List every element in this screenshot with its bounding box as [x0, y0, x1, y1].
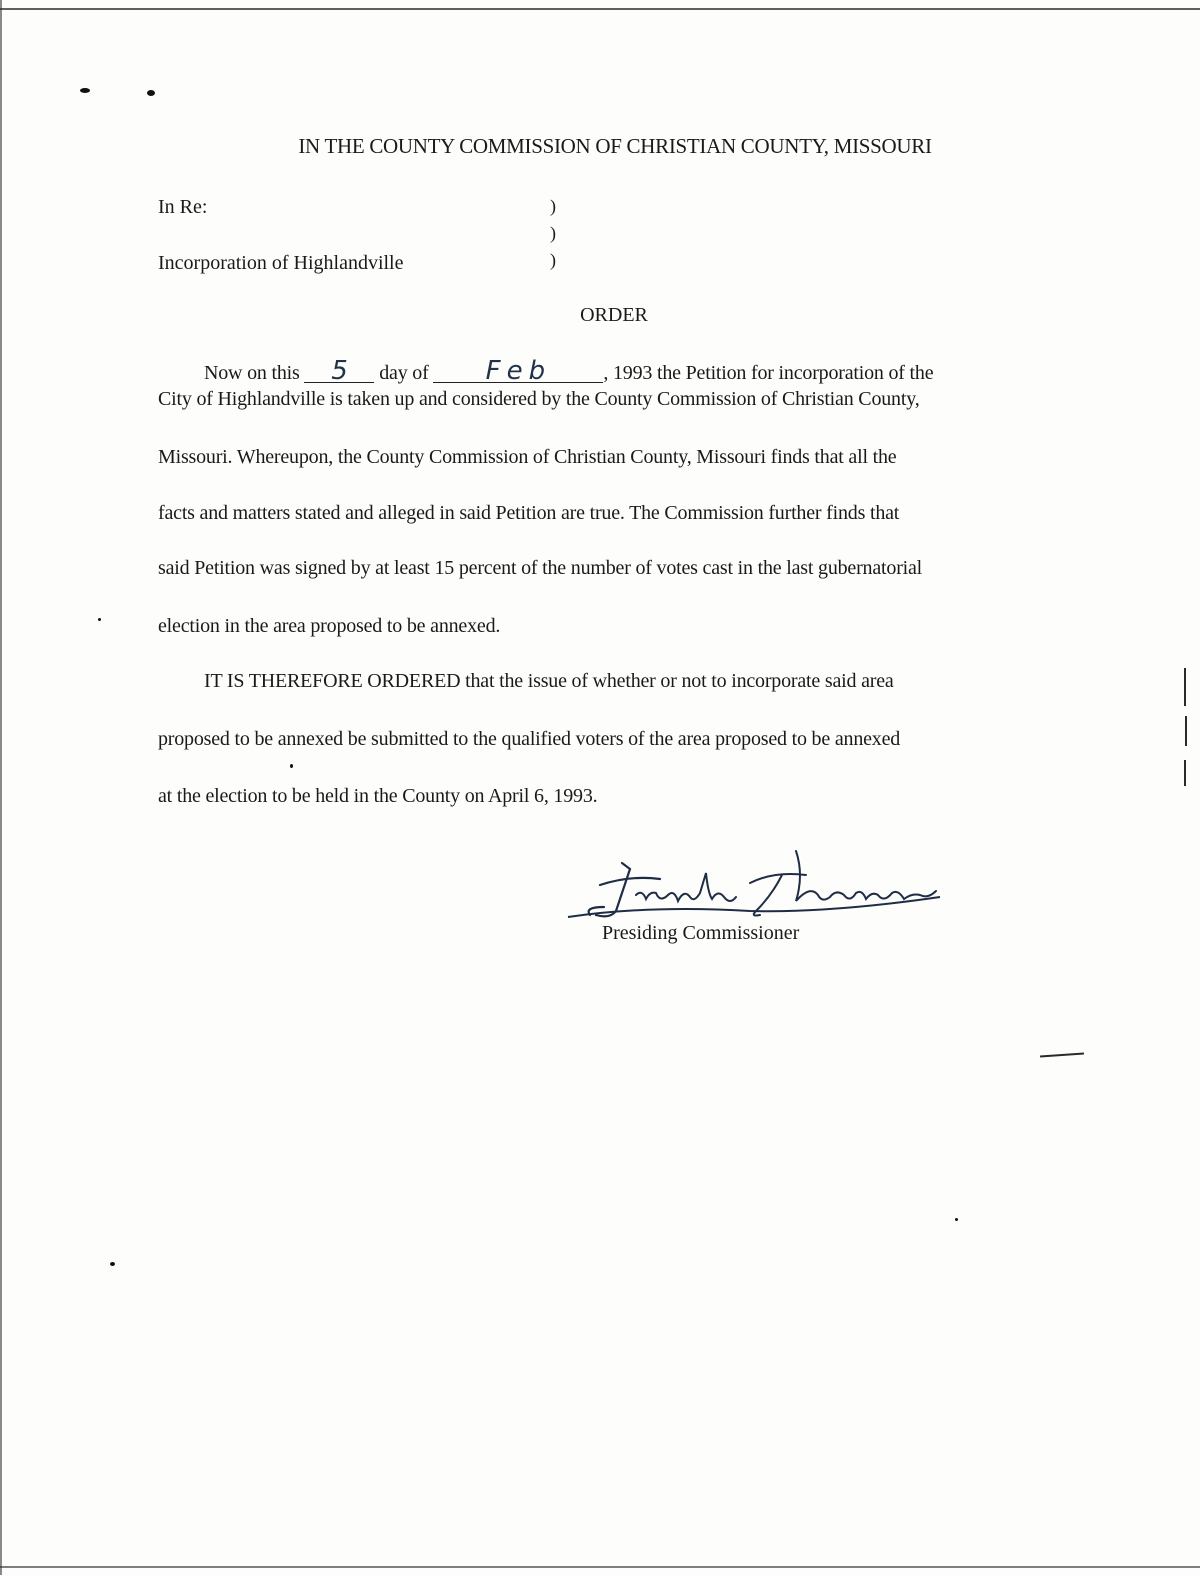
caption-in-re: In Re:: [158, 196, 208, 218]
handwritten-month: Feb: [433, 360, 603, 383]
caption-paren: ): [550, 223, 556, 243]
scan-mark-right: [1184, 668, 1186, 706]
paragraph-line: proposed to be annexed be submitted to the qualified voters of the area proposed to be annexed: [158, 728, 901, 750]
signature-title: Presiding Commissioner: [602, 922, 800, 944]
paragraph-line: City of Highlandville is taken up and considered by the County Commission of Christian County,: [158, 388, 920, 410]
caption-subject: Incorporation of Highlandville: [158, 252, 404, 274]
scan-edge-left: [0, 0, 2, 1575]
scan-mark-right: [1185, 716, 1187, 746]
paragraph-line: said Petition was signed by at least 15 percent of the number of votes cast in the last gubernatorial: [158, 557, 923, 579]
caption-paren: ): [550, 196, 556, 216]
order-title: ORDER: [580, 304, 648, 326]
paragraph-line: Missouri. Whereupon, the County Commission of Christian County, Missouri finds that all the: [158, 446, 897, 468]
paragraph-line: IT IS THEREFORE ORDERED that the issue of whether or not to incorporate said area: [204, 670, 894, 692]
speck: [290, 764, 293, 768]
paragraph-line: at the election to be held in the County on April 6, 1993.: [158, 785, 598, 807]
speck: [98, 618, 101, 621]
caption-paren: ): [550, 250, 556, 270]
scan-edge-bottom: [0, 1566, 1200, 1568]
opening-line: [204, 356, 934, 386]
speck: [110, 1262, 115, 1266]
speck: [80, 88, 90, 93]
document-heading: IN THE COUNTY COMMISSION OF CHRISTIAN COUNTY, MISSOURI: [298, 134, 932, 158]
handwritten-day: 5: [304, 360, 374, 383]
opening-prefix: Now on this: [204, 362, 300, 384]
speck: [955, 1218, 958, 1221]
paragraph-line: election in the area proposed to be annexed.: [158, 615, 501, 637]
opening-middle: day of: [379, 362, 429, 384]
opening-suffix: , 1993 the Petition for incorporation of the: [603, 362, 934, 384]
scan-edge-top: [0, 8, 1200, 10]
scan-mark: [1040, 1052, 1084, 1057]
speck: [147, 90, 155, 96]
paragraph-line: facts and matters stated and alleged in said Petition are true. The Commission further finds that: [158, 502, 900, 524]
scan-mark-right: [1184, 760, 1186, 786]
